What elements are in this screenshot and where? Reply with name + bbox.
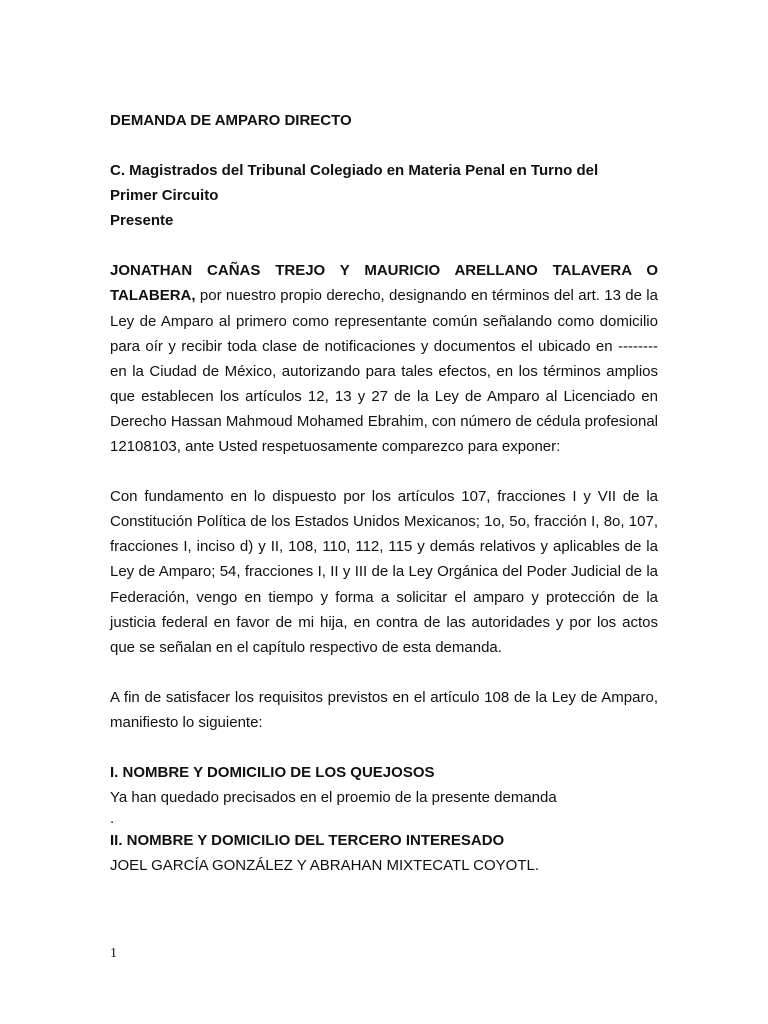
addressee-line-3: Presente <box>110 212 174 230</box>
addressee-block <box>110 158 658 233</box>
document-title: DEMANDA DE AMPARO DIRECTO <box>110 112 352 129</box>
legal-basis-paragraph: Con fundamento en lo dispuesto por los artículos 107, fracciones I y VII de la Constitución Política de los Estados Unidos Mexicanos; 1o, 5o, fracción I, 8o, 107, fracciones I, inciso d) y II, 108, 110, 112, 115 y demás relativos y aplicables de la Ley de Amparo; 54, fracciones I, II y III de la Ley Orgánica del Poder Judicial de la Federación, vengo en tiempo y forma a solicitar el amparo y protección de la justicia federal en favor de mi hija, en contra de las autoridades y por los actos que se señalan en el capítulo respectivo de esta demanda. <box>110 488 658 656</box>
page-number: 1 <box>110 946 117 961</box>
addressee-line-1: C. Magistrados del Tribunal Colegiado en Materia Penal en Turno del <box>110 162 599 180</box>
section-1-text: Ya han quedado precisados en el proemio de la presente demanda <box>110 789 557 807</box>
requirements-paragraph: A fin de satisfacer los requisitos previstos en el artículo 108 de la Ley de Amparo, manifiesto lo siguiente: <box>110 688 658 731</box>
section-2-heading: II. NOMBRE Y DOMICILIO DEL TERCERO INTERESADO <box>110 832 505 850</box>
addressee-line-2: Primer Circuito <box>110 187 219 205</box>
section-2-text: JOEL GARCÍA GONZÁLEZ Y ABRAHAN MIXTECATL COYOTL. <box>110 857 539 875</box>
section-1-heading: I. NOMBRE Y DOMICILIO DE LOS QUEJOSOS <box>110 763 435 781</box>
intro-text: por nuestro propio derecho, designando en términos del art. 13 de la Ley de Amparo al primero como representante común señalando como domicilio para oír y recibir toda clase de notificaciones y documentos el ubicado en -------- en la Ciudad de México, autorizando para tales efectos, en los términos amplios que establecen los artículos 12, 13 y 27 de la Ley de Amparo al Licenciado en Derecho Hassan Mahmoud Mohamed Ebrahim, con número de cédula profesional 12108103, ante Usted respetuosamente comparezco para exponer: <box>110 287 658 456</box>
section-1-trailing-period: . <box>110 810 115 828</box>
document-page <box>110 108 658 878</box>
intro-paragraph <box>110 258 658 459</box>
plaintiff-names: JONATHAN CAÑAS TREJO Y MAURICIO ARELLANO TALAVERA O TALABERA, <box>110 262 658 305</box>
